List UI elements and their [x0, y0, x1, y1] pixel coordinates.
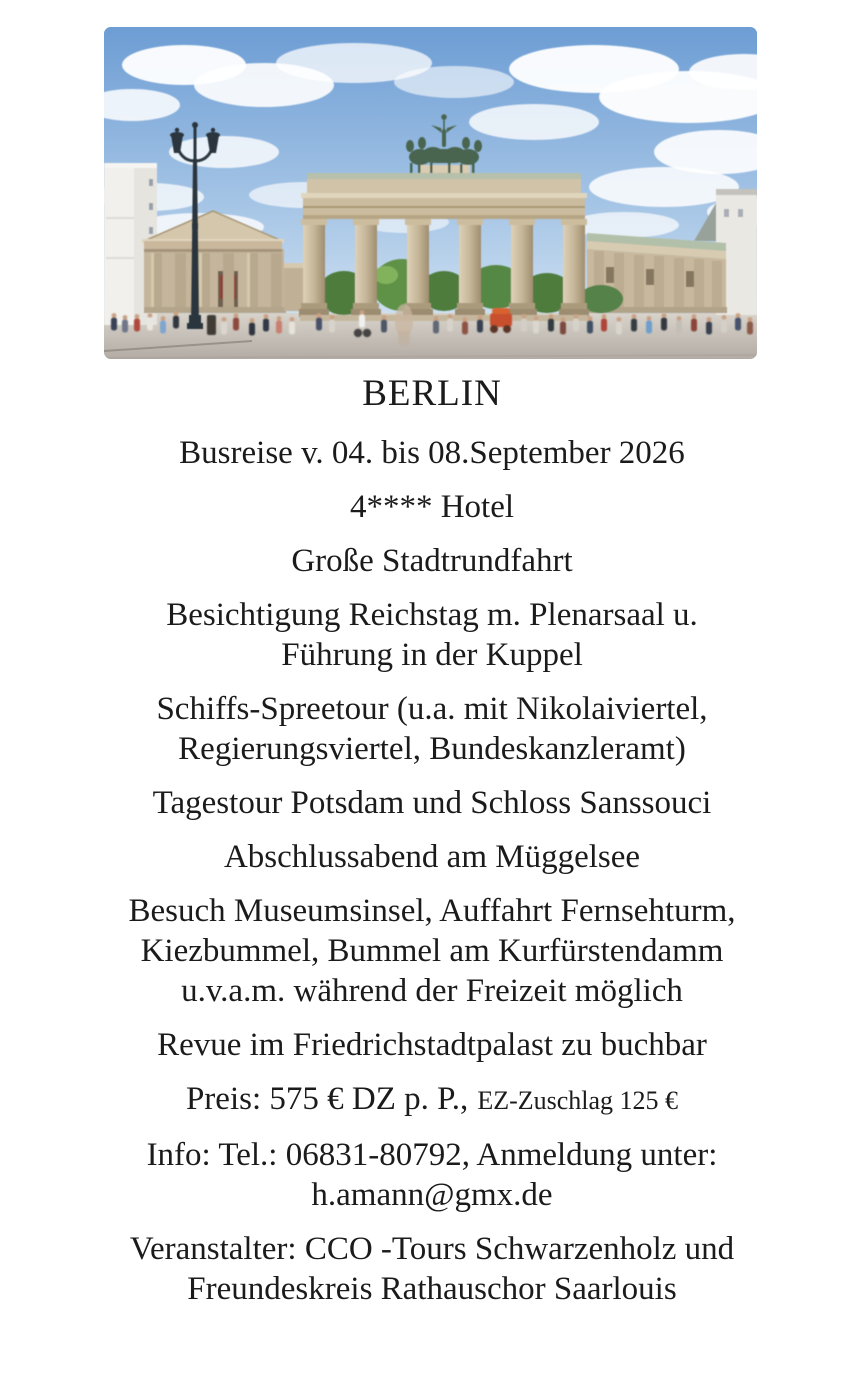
brandenburg-gate-illustration — [104, 27, 757, 359]
flyer-text — [0, 359, 864, 1309]
freizeit-line-2: Kiezbummel, Bummel am Kurfürstendamm — [140, 933, 724, 969]
price-line — [0, 1079, 864, 1121]
potsdam-line: Tagestour Potsdam und Schloss Sanssouci — [152, 785, 712, 821]
freizeit-line-3: u.v.a.m. während der Freizeit möglich — [181, 973, 683, 1009]
freizeit-paragraph — [0, 891, 864, 1011]
price-surcharge: EZ-Zuschlag 125 € — [477, 1086, 679, 1115]
info-phone-line: Info: Tel.: 06831-80792, Anmeldung unter: — [146, 1137, 718, 1173]
revue-line: Revue im Friedrichstadtpalast zu buchbar — [157, 1027, 707, 1063]
organizer-paragraph — [0, 1229, 864, 1309]
price-main: Preis: 575 € DZ p. P., — [185, 1081, 469, 1117]
abschlussabend-line: Abschlussabend am Müggelsee — [223, 839, 641, 875]
page-title: BERLIN — [362, 373, 502, 414]
spreetour-paragraph — [0, 689, 864, 769]
organizer-line-2: Freundeskreis Rathauschor Saarlouis — [187, 1271, 677, 1307]
email-line: h.amann@gmx.de — [311, 1177, 553, 1213]
hotel-line: 4**** Hotel — [349, 489, 515, 525]
organizer-line-1: Veranstalter: CCO -Tours Schwarzenholz und — [129, 1231, 735, 1267]
reichstag-line-1: Besichtigung Reichstag m. Plenarsaal u. — [166, 597, 698, 633]
stadtrundfahrt-line: Große Stadtrundfahrt — [291, 543, 573, 579]
spreetour-line-1: Schiffs-Spreetour (u.a. mit Nikolaiviertel, — [156, 691, 708, 727]
reichstag-line-2: Führung in der Kuppel — [281, 637, 583, 673]
spreetour-line-2: Regierungsviertel, Bundeskanzleramt) — [178, 731, 686, 767]
brandenburg-gate-photo — [104, 27, 757, 359]
freizeit-line-1: Besuch Museumsinsel, Auffahrt Fernsehturm, — [128, 893, 736, 929]
reichstag-paragraph — [0, 595, 864, 675]
trip-dates-line: Busreise v. 04. bis 08.September 2026 — [179, 435, 685, 471]
info-paragraph — [0, 1135, 864, 1215]
